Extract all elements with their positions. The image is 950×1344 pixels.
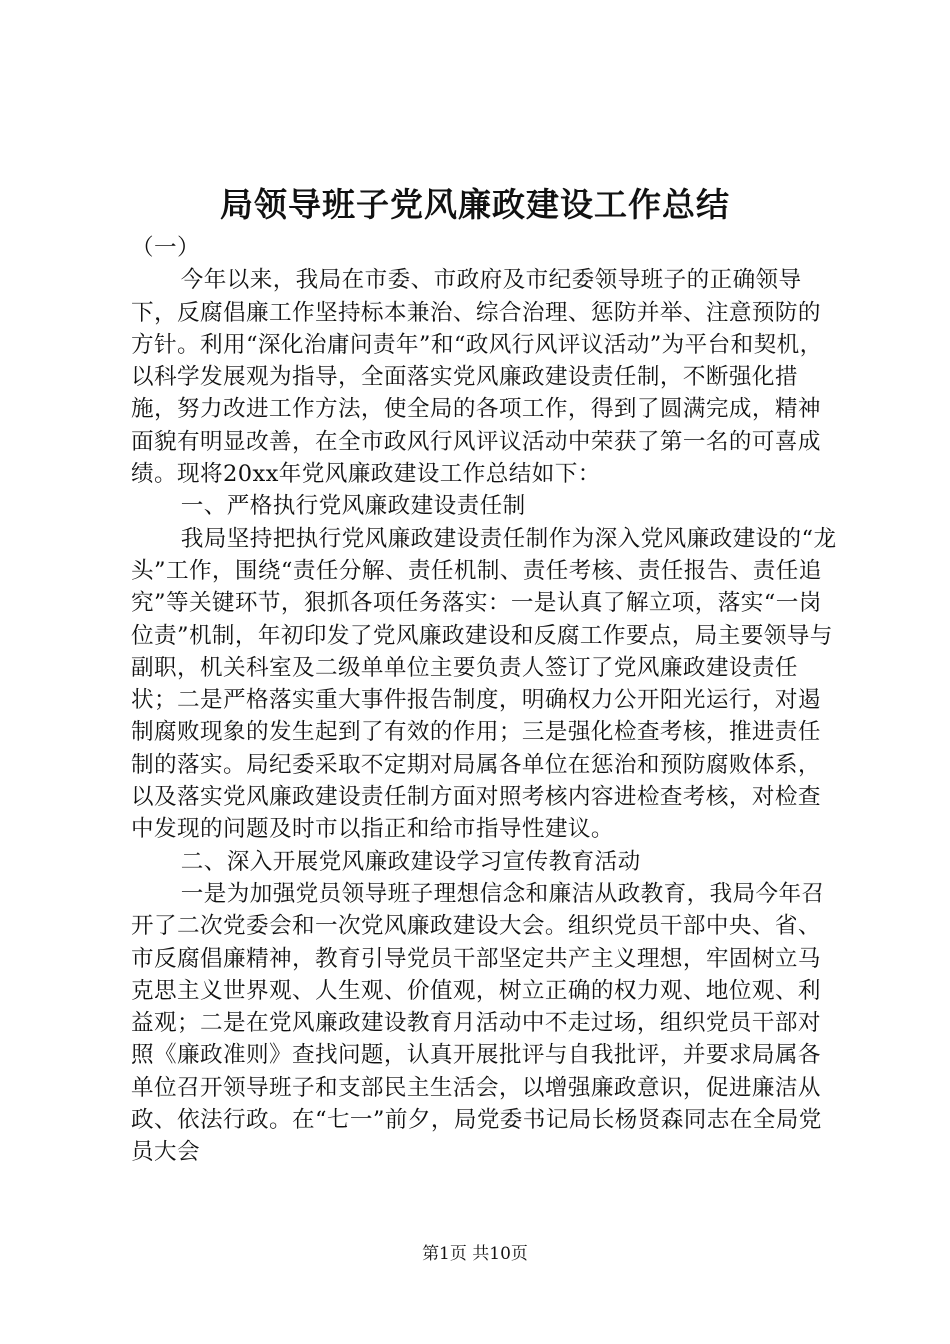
page-footer: 第1页 共10页 <box>422 1244 528 1264</box>
document-body <box>131 232 841 1169</box>
paragraph-section-1: 我局坚持把执行党风廉政建设责任制作为深入党风廉政建设的“龙头”工作，围绕“责任分解、责任机制、责任考核、责任报告、责任追究”等关键环节，狠抓各项任务落实：一是认真了解立项，落实“一岗位责”机制，年初印发了党风廉政建设和反腐工作要点，局主要领导与副职，机关科室及二级单单位主要负责人签订了党风廉政建设责任状；二是严格落实重大事件报告制度，明确权力公开阳光运行，对遏制腐败现象的发生起到了有效的作用；三是强化检查考核，推进责任制的落实。局纪委采取不定期对局属各单位在惩治和预防腐败体系，以及落实党风廉政建设责任制方面对照考核内容进检查考核，对检查中发现的问题及时市以指正和给市指导性建议。 <box>131 525 837 843</box>
heading-section-2: 二、深入开展党风廉政建设学习宣传教育活动 <box>180 848 641 875</box>
paragraph-section-2: 一是为加强党员领导班子理想信念和廉洁从政教育，我局今年召开了二次党委会和一次党风廉政建设大会。组织党员干部中央、省、市反腐倡廉精神，教育引导党员干部坚定共产主义理想，牢固树立马克思主义世界观、人生观、价值观，树立正确的权力观、地位观、利益观；二是在党风廉政建设教育月活动中不走过场，组织党员干部对照《廉政准则》查找问题，认真开展批评与自我批评，并要求局属各单位召开领导班子和支部民主生活会，以增强廉政意识，促进廉洁从政、依法行政。在“七一”前夕，局党委书记局长杨贤森同志在全局党员大会 <box>131 880 825 1166</box>
section-number: （一） <box>131 235 200 261</box>
heading-section-1: 一、严格执行党风廉政建设责任制 <box>180 493 526 520</box>
document-title: 局领导班子党风廉政建设工作总结 <box>220 185 730 224</box>
paragraph-intro: 今年以来，我局在市委、市政府及市纪委领导班子的正确领导下，反腐倡廉工作坚持标本兼治、综合治理、惩防并举、注意预防的方针。利用“深化治庸问责年”和“政风行风评议活动”为平台和契机，以科学发展观为指导，全面落实党风廉政建设责任制，不断强化措施，努力改进工作方法，使全局的各项工作，得到了圆满完成，精神面貌有明显改善，在全市政风行风评议活动中荣获了第一名的可喜成绩。现将20xx年党风廉政建设工作总结如下： <box>131 267 823 488</box>
